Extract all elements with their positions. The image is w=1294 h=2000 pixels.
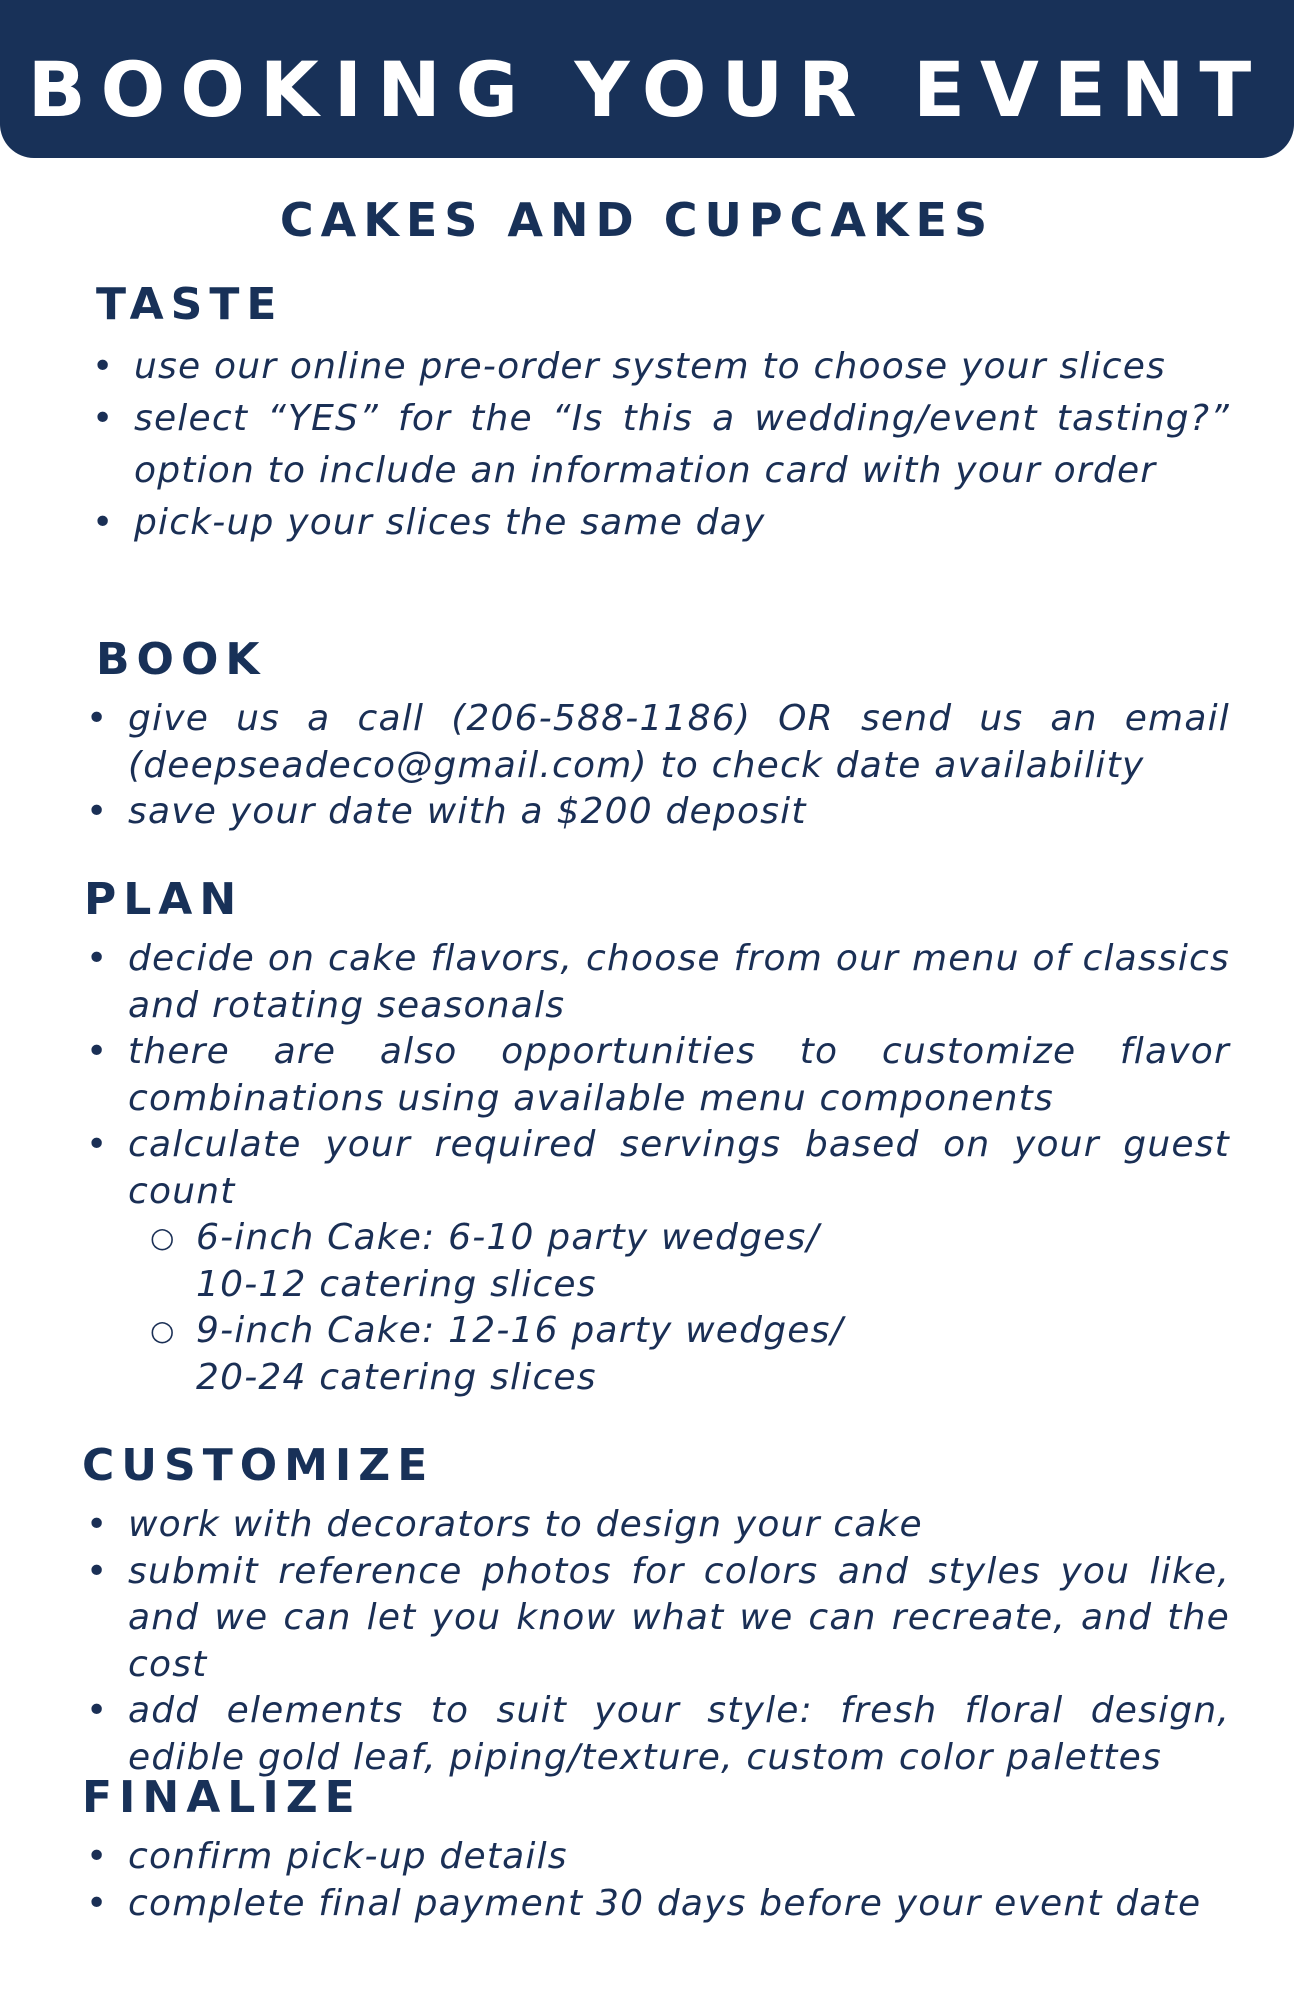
bullet-icon: • bbox=[86, 1690, 109, 1731]
bullet-icon: • bbox=[86, 791, 109, 832]
list-item-text: add elements to suit your style: fresh floral design, edible gold leaf, piping/texture, custom color palettes bbox=[128, 1690, 1230, 1778]
bullet-icon: • bbox=[92, 398, 115, 439]
list-item bbox=[86, 1688, 1230, 1781]
list-item-text: confirm pick-up details bbox=[128, 1836, 568, 1877]
list-item bbox=[92, 393, 1230, 497]
sublist-item-line: 20-24 catering slices bbox=[196, 1356, 597, 1398]
list-item bbox=[92, 341, 1230, 393]
finalize-list bbox=[86, 1834, 1230, 1927]
bullet-icon: • bbox=[92, 502, 115, 543]
sublist-item-line: 6-inch Cake: 6-10 party wedges/ bbox=[196, 1217, 820, 1258]
list-item-text: select “YES” for the “Is this a wedding/event tasting?” option to include an information card with your order bbox=[134, 398, 1230, 491]
list-item bbox=[86, 696, 1230, 789]
bullet-icon: • bbox=[86, 1882, 109, 1924]
bullet-icon: • bbox=[86, 1124, 109, 1165]
bullet-icon: • bbox=[86, 698, 109, 739]
section-heading-plan: PLAN bbox=[84, 874, 244, 925]
page-title: BOOKING YOUR EVENT bbox=[27, 45, 1267, 134]
section-heading-book: BOOK bbox=[96, 634, 267, 685]
list-item bbox=[86, 936, 1230, 1029]
sublist-item bbox=[150, 1308, 1230, 1401]
servings-sublist bbox=[128, 1215, 1230, 1401]
list-item bbox=[86, 1502, 1230, 1549]
bullet-icon: • bbox=[86, 1031, 109, 1072]
bullet-icon: • bbox=[86, 1550, 109, 1592]
list-item-text: give us a call (206-588-1186) OR send us an email (deepseadeco@gmail.com) to check date availability bbox=[128, 698, 1230, 786]
list-item bbox=[86, 1122, 1230, 1401]
hollow-bullet-icon: ○ bbox=[150, 1314, 176, 1347]
list-item-text: calculate your required servings based on your guest count bbox=[128, 1124, 1230, 1212]
page-subtitle: CAKES AND CUPCAKES bbox=[279, 193, 995, 247]
hollow-bullet-icon: ○ bbox=[150, 1221, 176, 1254]
bullet-icon: • bbox=[86, 1836, 109, 1877]
bullet-icon: • bbox=[86, 938, 109, 979]
sublist-item-line: 9-inch Cake: 12-16 party wedges/ bbox=[196, 1310, 844, 1351]
list-item-text: there are also opportunities to customize flavor combinations using available menu components bbox=[128, 1031, 1230, 1119]
sublist-item-line: 10-12 catering slices bbox=[196, 1263, 597, 1305]
list-item-text: decide on cake flavors, choose from our menu of classics and rotating seasonals bbox=[128, 938, 1230, 1026]
taste-list bbox=[92, 341, 1230, 549]
list-item-text: save your date with a $200 deposit bbox=[128, 791, 807, 832]
section-heading-customize: CUSTOMIZE bbox=[82, 1440, 435, 1491]
list-item bbox=[92, 497, 1230, 549]
list-item-text: complete final payment 30 days before your event date bbox=[128, 1882, 1202, 1924]
list-item bbox=[86, 1029, 1230, 1122]
sublist-item bbox=[150, 1215, 1230, 1308]
section-heading-finalize: FINALIZE bbox=[82, 1772, 362, 1823]
section-heading-taste: TASTE bbox=[96, 279, 284, 330]
list-item-text: submit reference photos for colors and styles you like, and we can let you know what we can recreate, and the cost bbox=[128, 1550, 1230, 1685]
book-list bbox=[86, 696, 1230, 836]
bullet-icon: • bbox=[86, 1504, 109, 1545]
list-item-text: work with decorators to design your cake bbox=[128, 1504, 923, 1545]
list-item bbox=[86, 1549, 1230, 1689]
list-item-text: pick-up your slices the same day bbox=[134, 502, 766, 543]
list-item-text: use our online pre-order system to choose your slices bbox=[134, 346, 1166, 387]
list-item bbox=[86, 1834, 1230, 1881]
bullet-icon: • bbox=[92, 346, 115, 387]
list-item bbox=[86, 789, 1230, 836]
plan-list bbox=[86, 936, 1230, 1401]
customize-list bbox=[86, 1502, 1230, 1781]
list-item bbox=[86, 1881, 1230, 1928]
